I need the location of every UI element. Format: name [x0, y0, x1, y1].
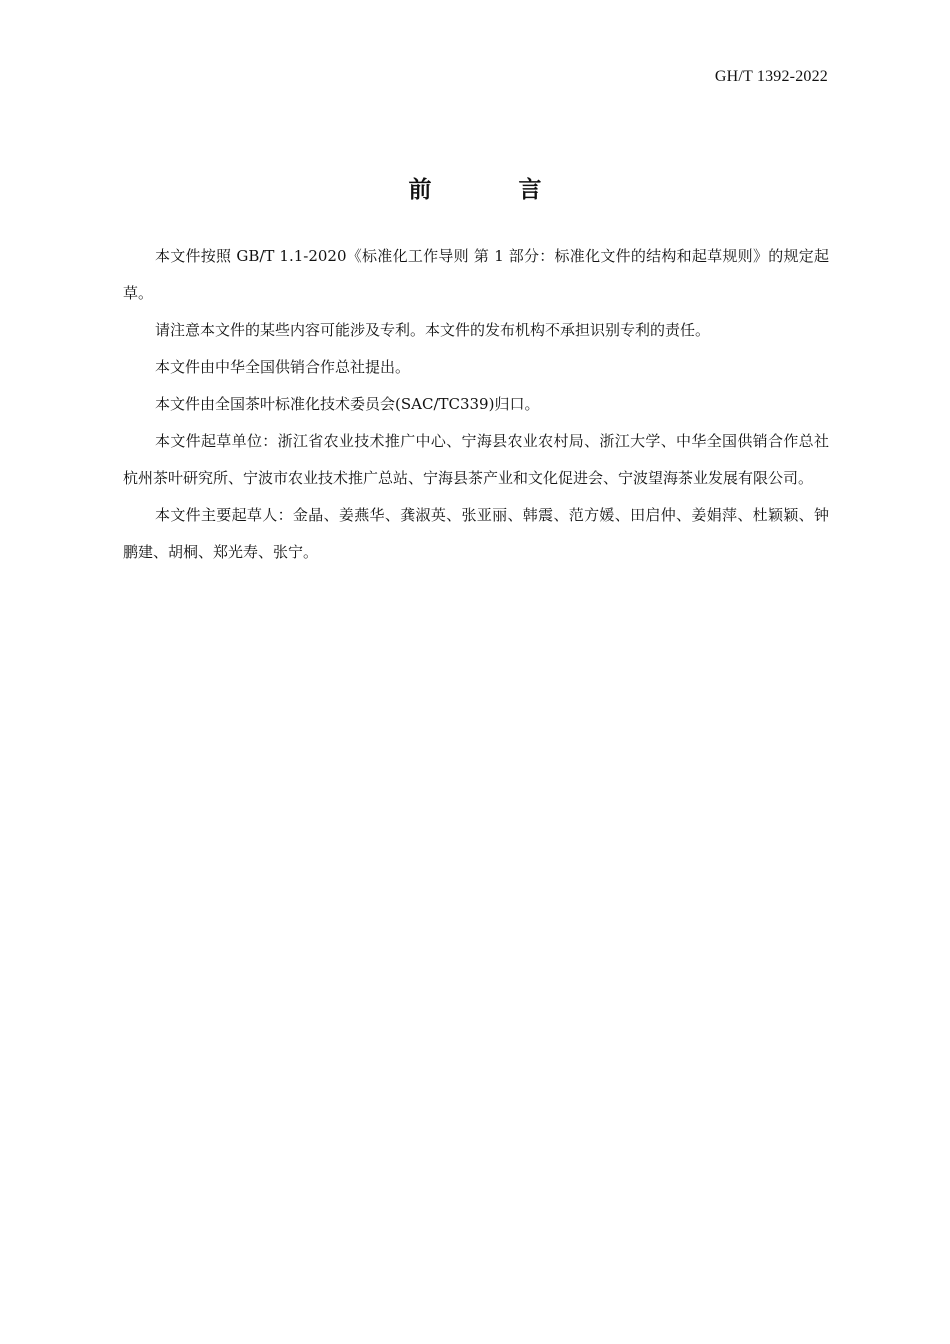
paragraph-patent-notice: 请注意本文件的某些内容可能涉及专利。本文件的发布机构不承担识别专利的责任。	[155, 321, 711, 339]
standard-code: GH/T 1392-2022	[714, 68, 828, 85]
page-title: 前 言	[408, 177, 574, 203]
paragraph-proposer: 本文件由中华全国供销合作总社提出。	[155, 358, 411, 376]
paragraph-committee: 本文件由全国茶叶标准化技术委员会(SAC/TC339)归口。	[155, 395, 540, 413]
foreword-body	[123, 238, 829, 571]
paragraph-drafting-units: 本文件起草单位：浙江省农业技术推广中心、宁海县农业农村局、浙江大学、中华全国供销合作总社杭州茶叶研究所、宁波市农业技术推广总站、宁海县茶产业和文化促进会、宁波望海茶业发展有限公司。	[123, 432, 829, 487]
paragraph-drafters: 本文件主要起草人：金晶、姜燕华、龚淑英、张亚丽、韩震、范方媛、田启仲、姜娟萍、杜颖颖、钟鹏建、胡桐、郑光寿、张宁。	[123, 506, 829, 561]
paragraph-drafting-rules: 本文件按照 GB/T 1.1-2020《标准化工作导则 第 1 部分：标准化文件的结构和起草规则》的规定起草。	[123, 247, 829, 302]
